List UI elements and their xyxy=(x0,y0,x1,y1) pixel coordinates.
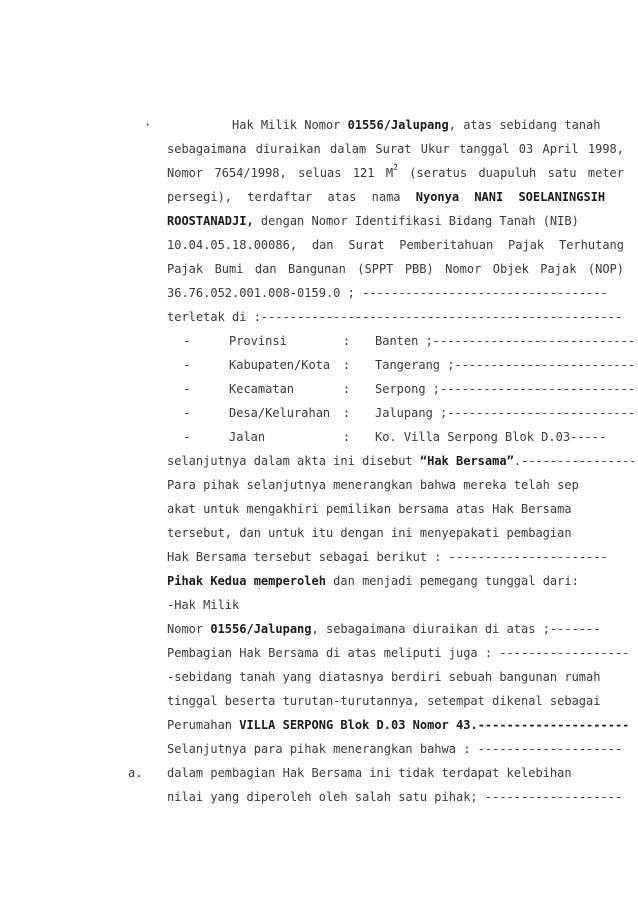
colon: : xyxy=(343,358,351,372)
list-marker-a: a. xyxy=(128,766,143,780)
location-value: Ko. Villa Serpong Blok D.03----- xyxy=(375,430,607,444)
bullet-dot: · xyxy=(144,118,152,132)
line-18: Pembagian Hak Bersama di atas meliputi juga : ------------------ xyxy=(167,646,630,660)
line-4 xyxy=(167,188,624,206)
line-24: nilai yang diperoleh oleh salah satu pihak; ------------------- xyxy=(167,790,623,804)
line-5 xyxy=(167,212,624,230)
line-3 xyxy=(167,164,624,182)
superscript: 2 xyxy=(393,163,398,172)
defined-term: “Hak Bersama” xyxy=(419,454,514,468)
owner-name: Nyonya NANI SOELANINGSIH xyxy=(415,190,606,204)
line-8: 36.76.052.001.008-0159.0 ; ---------------------------------- xyxy=(167,286,608,300)
dash: - xyxy=(183,334,191,348)
dash: - xyxy=(183,430,191,444)
text: .---------------- xyxy=(513,454,637,468)
line-22: Selanjutnya para pihak menerangkan bahwa : -------------------- xyxy=(167,742,623,756)
location-label: Jalan xyxy=(229,430,266,444)
colon: : xyxy=(343,334,351,348)
location-row-kabupaten xyxy=(167,356,636,374)
colon: : xyxy=(343,430,351,444)
location-label: Provinsi xyxy=(229,334,287,348)
text: persegi), terdaftar atas nama xyxy=(167,190,416,204)
dash: - xyxy=(183,358,191,372)
line-10 xyxy=(167,452,637,470)
text: (seratus duapuluh satu meter xyxy=(397,166,625,180)
dash: - xyxy=(183,406,191,420)
line-9: terletak di :-------------------------------------------------- xyxy=(167,310,623,324)
colon: : xyxy=(343,406,351,420)
property-address: VILLA SERPONG Blok D.03 Nomor 43. xyxy=(239,718,478,732)
line-16: -Hak Milik xyxy=(167,598,240,612)
location-row-kecamatan xyxy=(167,380,636,398)
line-20: tinggal beserta turutan-turutannya, setempat dikenal sebagai xyxy=(167,694,601,708)
text: Perumahan xyxy=(167,718,240,732)
line-1 xyxy=(232,116,624,134)
line-14: Hak Bersama tersebut sebagai berikut : ---------------------- xyxy=(167,550,608,564)
text: , sebagaimana diuraikan di atas ;------- xyxy=(311,622,601,636)
location-label: Desa/Kelurahan xyxy=(229,406,331,420)
text: --------------------- xyxy=(477,718,630,732)
location-row-desa xyxy=(167,404,636,422)
dash: - xyxy=(183,382,191,396)
location-value: Banten ;---------------------------- xyxy=(375,334,636,348)
location-label: Kabupaten/Kota xyxy=(229,358,331,372)
line-21 xyxy=(167,716,630,734)
location-value: Tangerang ;------------------------- xyxy=(375,358,636,372)
text: selanjutnya dalam akta ini disebut xyxy=(167,454,420,468)
line-12: akat untuk mengakhiri pemilikan bersama atas Hak Bersama xyxy=(167,502,572,516)
party-heading: Pihak Kedua memperoleh xyxy=(167,574,326,588)
colon: : xyxy=(343,382,351,396)
text: dan menjadi pemegang tunggal dari: xyxy=(325,574,579,588)
location-value: Serpong ;--------------------------- xyxy=(375,382,636,396)
land-number: 01556/Jalupang xyxy=(347,118,449,132)
line-2: sebagaimana diuraikan dalam Surat Ukur tanggal 03 April 1998, xyxy=(167,142,624,156)
location-label: Kecamatan xyxy=(229,382,295,396)
line-6: 10.04.05.18.00086, dan Surat Pemberitahuan Pajak Terhutang xyxy=(167,238,624,252)
location-value: Jalupang ;-------------------------- xyxy=(375,406,636,420)
text: Nomor 7654/1998, seluas 121 M xyxy=(167,166,394,180)
text: dengan Nomor Identifikasi Bidang Tanah (NIB) xyxy=(253,214,579,228)
text: Hak Milik Nomor xyxy=(232,118,348,132)
text: Nomor xyxy=(167,622,211,636)
location-row-jalan xyxy=(167,428,624,446)
line-11: Para pihak selanjutnya menerangkan bahwa mereka telah sep xyxy=(167,478,579,492)
line-23: dalam pembagian Hak Bersama ini tidak terdapat kelebihan xyxy=(167,766,572,780)
line-15 xyxy=(167,572,624,590)
line-7: Pajak Bumi dan Bangunan (SPPT PBB) Nomor Objek Pajak (NOP) xyxy=(167,262,624,276)
line-19: -sebidang tanah yang diatasnya berdiri sebuah bangunan rumah xyxy=(167,670,601,684)
text: , atas sebidang tanah xyxy=(448,118,601,132)
owner-name-2: ROOSTANADJI, xyxy=(167,214,254,228)
line-13: tersebut, dan untuk itu dengan ini menyepakati pembagian xyxy=(167,526,572,540)
location-row-provinsi xyxy=(167,332,636,350)
line-17 xyxy=(167,620,624,638)
land-number: 01556/Jalupang xyxy=(210,622,312,636)
